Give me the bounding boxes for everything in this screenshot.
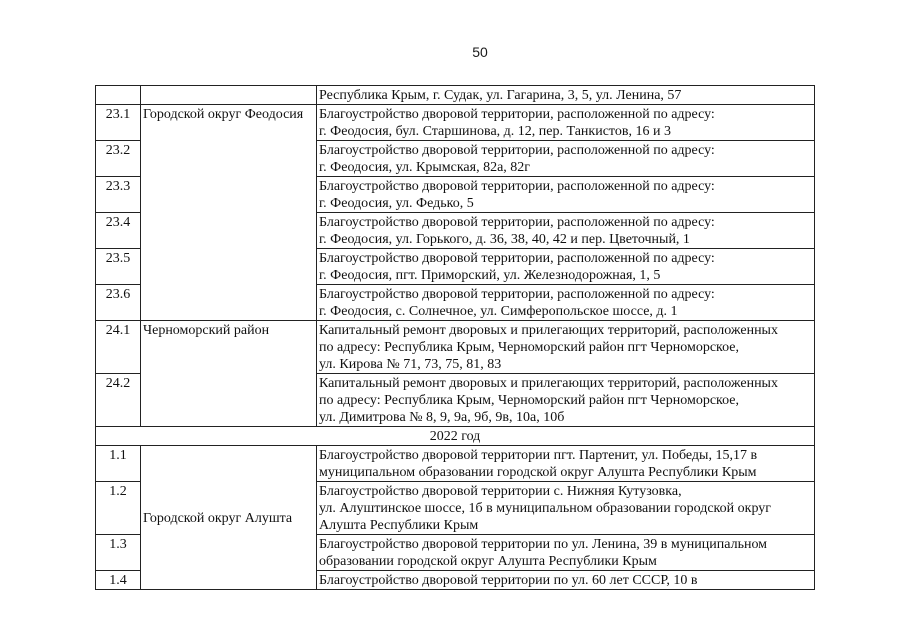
description-line: Капитальный ремонт дворовых и прилегающих территорий, расположенных xyxy=(319,323,778,338)
description-line: ул. Димитрова № 8, 9, 9а, 9б, 9в, 10а, 10б xyxy=(319,410,565,425)
renovation-table xyxy=(95,85,815,590)
item-description xyxy=(317,141,815,177)
description-line: г. Феодосия, пгт. Приморский, ул. Железнодорожная, 1, 5 xyxy=(319,268,661,283)
description-line: Республика Крым, г. Судак, ул. Гагарина, 3, 5, ул. Ленина, 57 xyxy=(319,88,682,103)
item-description xyxy=(317,285,815,321)
item-number: 23.2 xyxy=(96,141,141,177)
description-line: г. Феодосия, с. Солнечное, ул. Симферопольское шоссе, д. 1 xyxy=(319,304,678,319)
description-line: Капитальный ремонт дворовых и прилегающих территорий, расположенных xyxy=(319,376,778,391)
item-number: 24.2 xyxy=(96,374,141,427)
item-description xyxy=(317,249,815,285)
table-row xyxy=(96,446,815,482)
description-line: ул. Кирова № 71, 73, 75, 81, 83 xyxy=(319,357,502,372)
item-description xyxy=(317,105,815,141)
description-line: Благоустройство дворовой территории, расположенной по адресу: xyxy=(319,215,715,230)
table-row xyxy=(96,105,815,141)
year-heading: 2022 год xyxy=(96,427,815,446)
description-line: по адресу: Республика Крым, Черноморский район пгт Черноморское, xyxy=(319,393,740,408)
item-number: 1.2 xyxy=(96,482,141,535)
item-number: 23.3 xyxy=(96,177,141,213)
description-line: муниципальном образовании городской округ Алушта Республики Крым xyxy=(319,465,757,480)
municipality-cell: Городской округ Феодосия xyxy=(141,105,317,321)
item-description xyxy=(317,213,815,249)
description-line: Благоустройство дворовой территории с. Нижняя Кутузовка, xyxy=(319,484,682,499)
item-description xyxy=(317,374,815,427)
description-line: Алушта Республики Крым xyxy=(319,518,479,533)
description-line: Благоустройство дворовой территории, расположенной по адресу: xyxy=(319,143,715,158)
item-number: 1.1 xyxy=(96,446,141,482)
description-line: Благоустройство дворовой территории по ул. Ленина, 39 в муниципальном xyxy=(319,537,768,552)
description-line: по адресу: Республика Крым, Черноморский район пгт Черноморское, xyxy=(319,340,740,355)
municipality-cell: Городской округ Алушта xyxy=(141,446,317,590)
item-description xyxy=(317,321,815,374)
page-number: 50 xyxy=(472,44,488,60)
item-number: 23.4 xyxy=(96,213,141,249)
item-number: 1.4 xyxy=(96,571,141,590)
item-number xyxy=(96,86,141,105)
item-number: 1.3 xyxy=(96,535,141,571)
item-number: 23.1 xyxy=(96,105,141,141)
description-line: г. Феодосия, бул. Старшинова, д. 12, пер. Танкистов, 16 и 3 xyxy=(319,124,671,139)
item-description xyxy=(317,446,815,482)
description-line: Благоустройство дворовой территории, расположенной по адресу: xyxy=(319,287,715,302)
municipality-cell xyxy=(141,86,317,105)
description-line: Благоустройство дворовой территории по ул. 60 лет СССР, 10 в xyxy=(319,573,698,588)
description-line: образовании городской округ Алушта Республики Крым xyxy=(319,554,657,569)
item-number: 23.5 xyxy=(96,249,141,285)
description-line: г. Феодосия, ул. Крымская, 82а, 82г xyxy=(319,160,531,175)
description-line: Благоустройство дворовой территории, расположенной по адресу: xyxy=(319,251,715,266)
item-description xyxy=(317,535,815,571)
item-description xyxy=(317,482,815,535)
description-line: Благоустройство дворовой территории, расположенной по адресу: xyxy=(319,179,715,194)
item-number: 23.6 xyxy=(96,285,141,321)
item-description xyxy=(317,571,815,590)
description-line: Благоустройство дворовой территории пгт. Партенит, ул. Победы, 15,17 в xyxy=(319,448,758,463)
description-line: ул. Алуштинское шоссе, 1б в муниципальном образовании городской округ xyxy=(319,501,771,516)
table-row xyxy=(96,321,815,374)
table-row xyxy=(96,86,815,105)
item-number: 24.1 xyxy=(96,321,141,374)
municipality-cell: Черноморский район xyxy=(141,321,317,427)
description-line: г. Феодосия, ул. Горького, д. 36, 38, 40, 42 и пер. Цветочный, 1 xyxy=(319,232,690,247)
item-description xyxy=(317,177,815,213)
description-line: г. Феодосия, ул. Федько, 5 xyxy=(319,196,474,211)
year-divider-row xyxy=(96,427,815,446)
description-line: Благоустройство дворовой территории, расположенной по адресу: xyxy=(319,107,715,122)
item-description xyxy=(317,86,815,105)
